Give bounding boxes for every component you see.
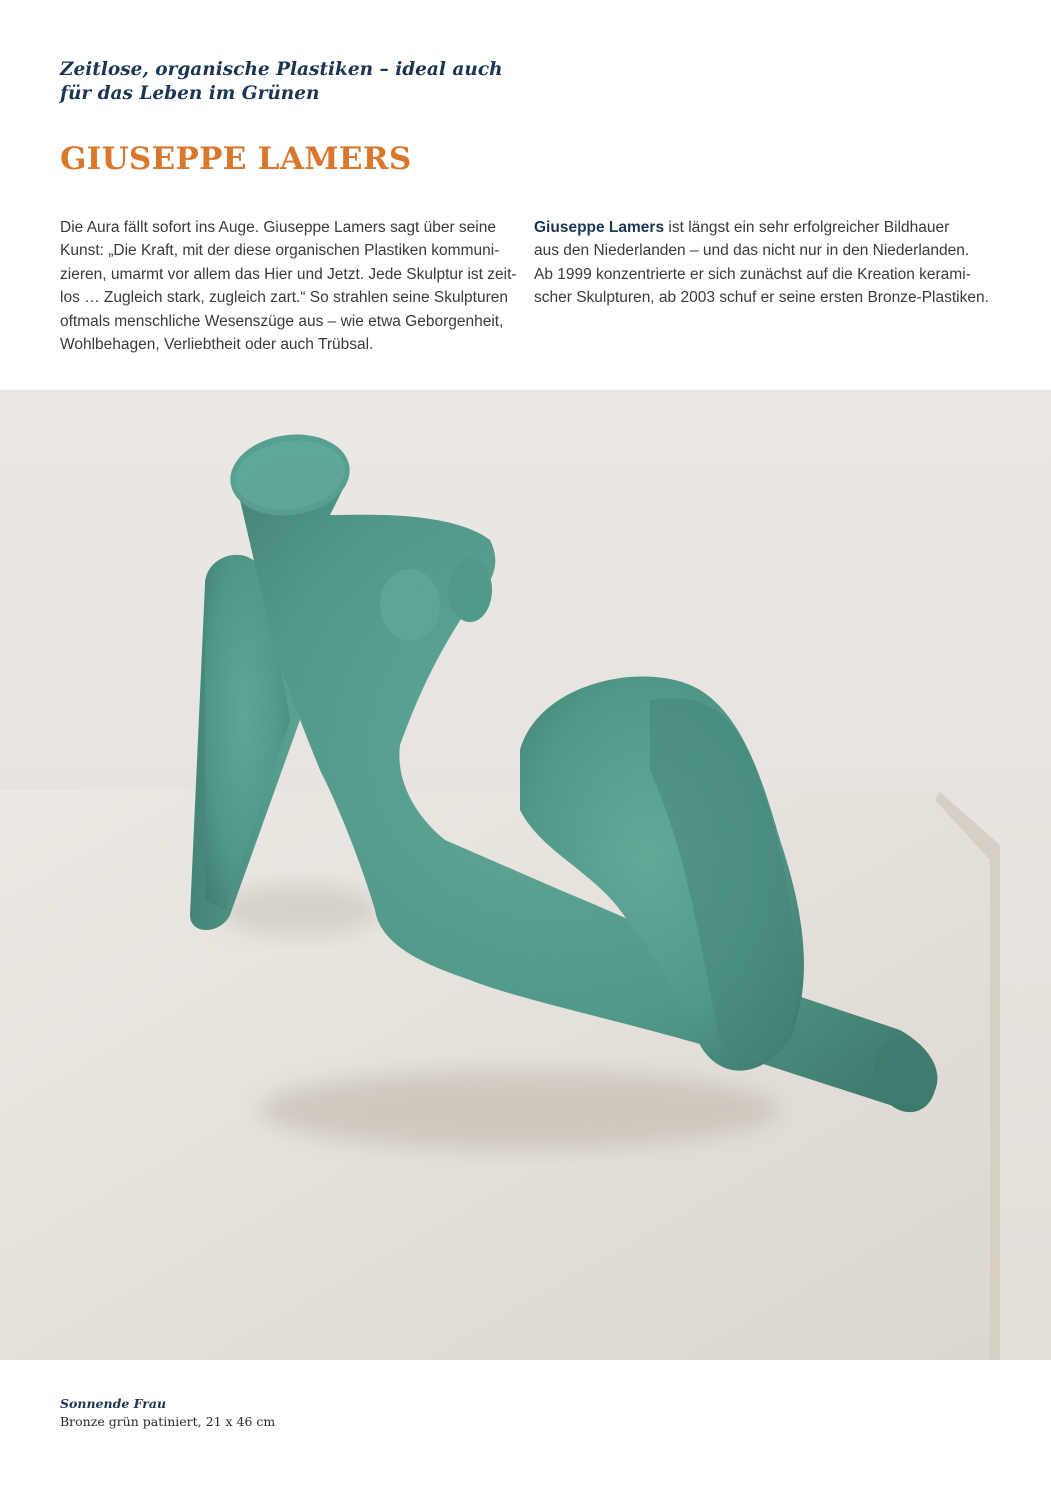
right-text-rest: ist längst ein sehr erfolgreicher Bildhauer (664, 219, 950, 236)
left-text-line: zieren, umarmt vor allem das Hier und Jetzt. Jede Skulptur ist zeit- (60, 265, 517, 283)
left-text-line: Kunst: „Die Kraft, mit der diese organischen Plastiken kommuni- (60, 242, 500, 260)
arm-shadow (220, 884, 380, 936)
left-text-line: los … Zugleich stark, zugleich zart.“ So strahlen seine Skulpturen (60, 289, 508, 307)
sculpture-photo (0, 390, 1051, 1360)
left-text-line: oftmals menschliche Wesenszüge aus – wie etwa Geborgenheit, (60, 312, 504, 330)
artist-name: Giuseppe Lamers (534, 219, 665, 236)
intro-text-right (534, 216, 1004, 310)
right-text-line: scher Skulpturen, ab 2003 schuf er seine ersten Bronze-Plastiken. (534, 289, 989, 307)
page-title: GIUSEPPE LAMERS (60, 141, 412, 177)
intro-text-left (60, 216, 520, 356)
photo-caption (60, 1395, 275, 1431)
sculpture-illustration (0, 390, 1051, 1360)
subtitle-line-1: Zeitlose, organische Plastiken – ideal auch (60, 59, 503, 80)
left-text-line: Wohlbehagen, Verliebtheit oder auch Trübsal. (60, 336, 374, 354)
subtitle-line-2: für das Leben im Grünen (60, 83, 320, 104)
caption-title: Sonnende Frau (60, 1396, 167, 1411)
right-text-line-first (534, 216, 1004, 239)
right-text-line: aus den Niederlanden – und das nicht nur in den Niederlanden. (534, 242, 970, 260)
subtitle (60, 58, 520, 106)
right-text-line: Ab 1999 konzentrierte er sich zunächst auf die Kreation kerami- (534, 265, 971, 283)
caption-detail: Bronze grün patiniert, 21 x 46 cm (60, 1414, 276, 1429)
left-text-line: Die Aura fällt sofort ins Auge. Giuseppe Lamers sagt über seine (60, 219, 496, 236)
sculpture-shadow (260, 1070, 780, 1150)
